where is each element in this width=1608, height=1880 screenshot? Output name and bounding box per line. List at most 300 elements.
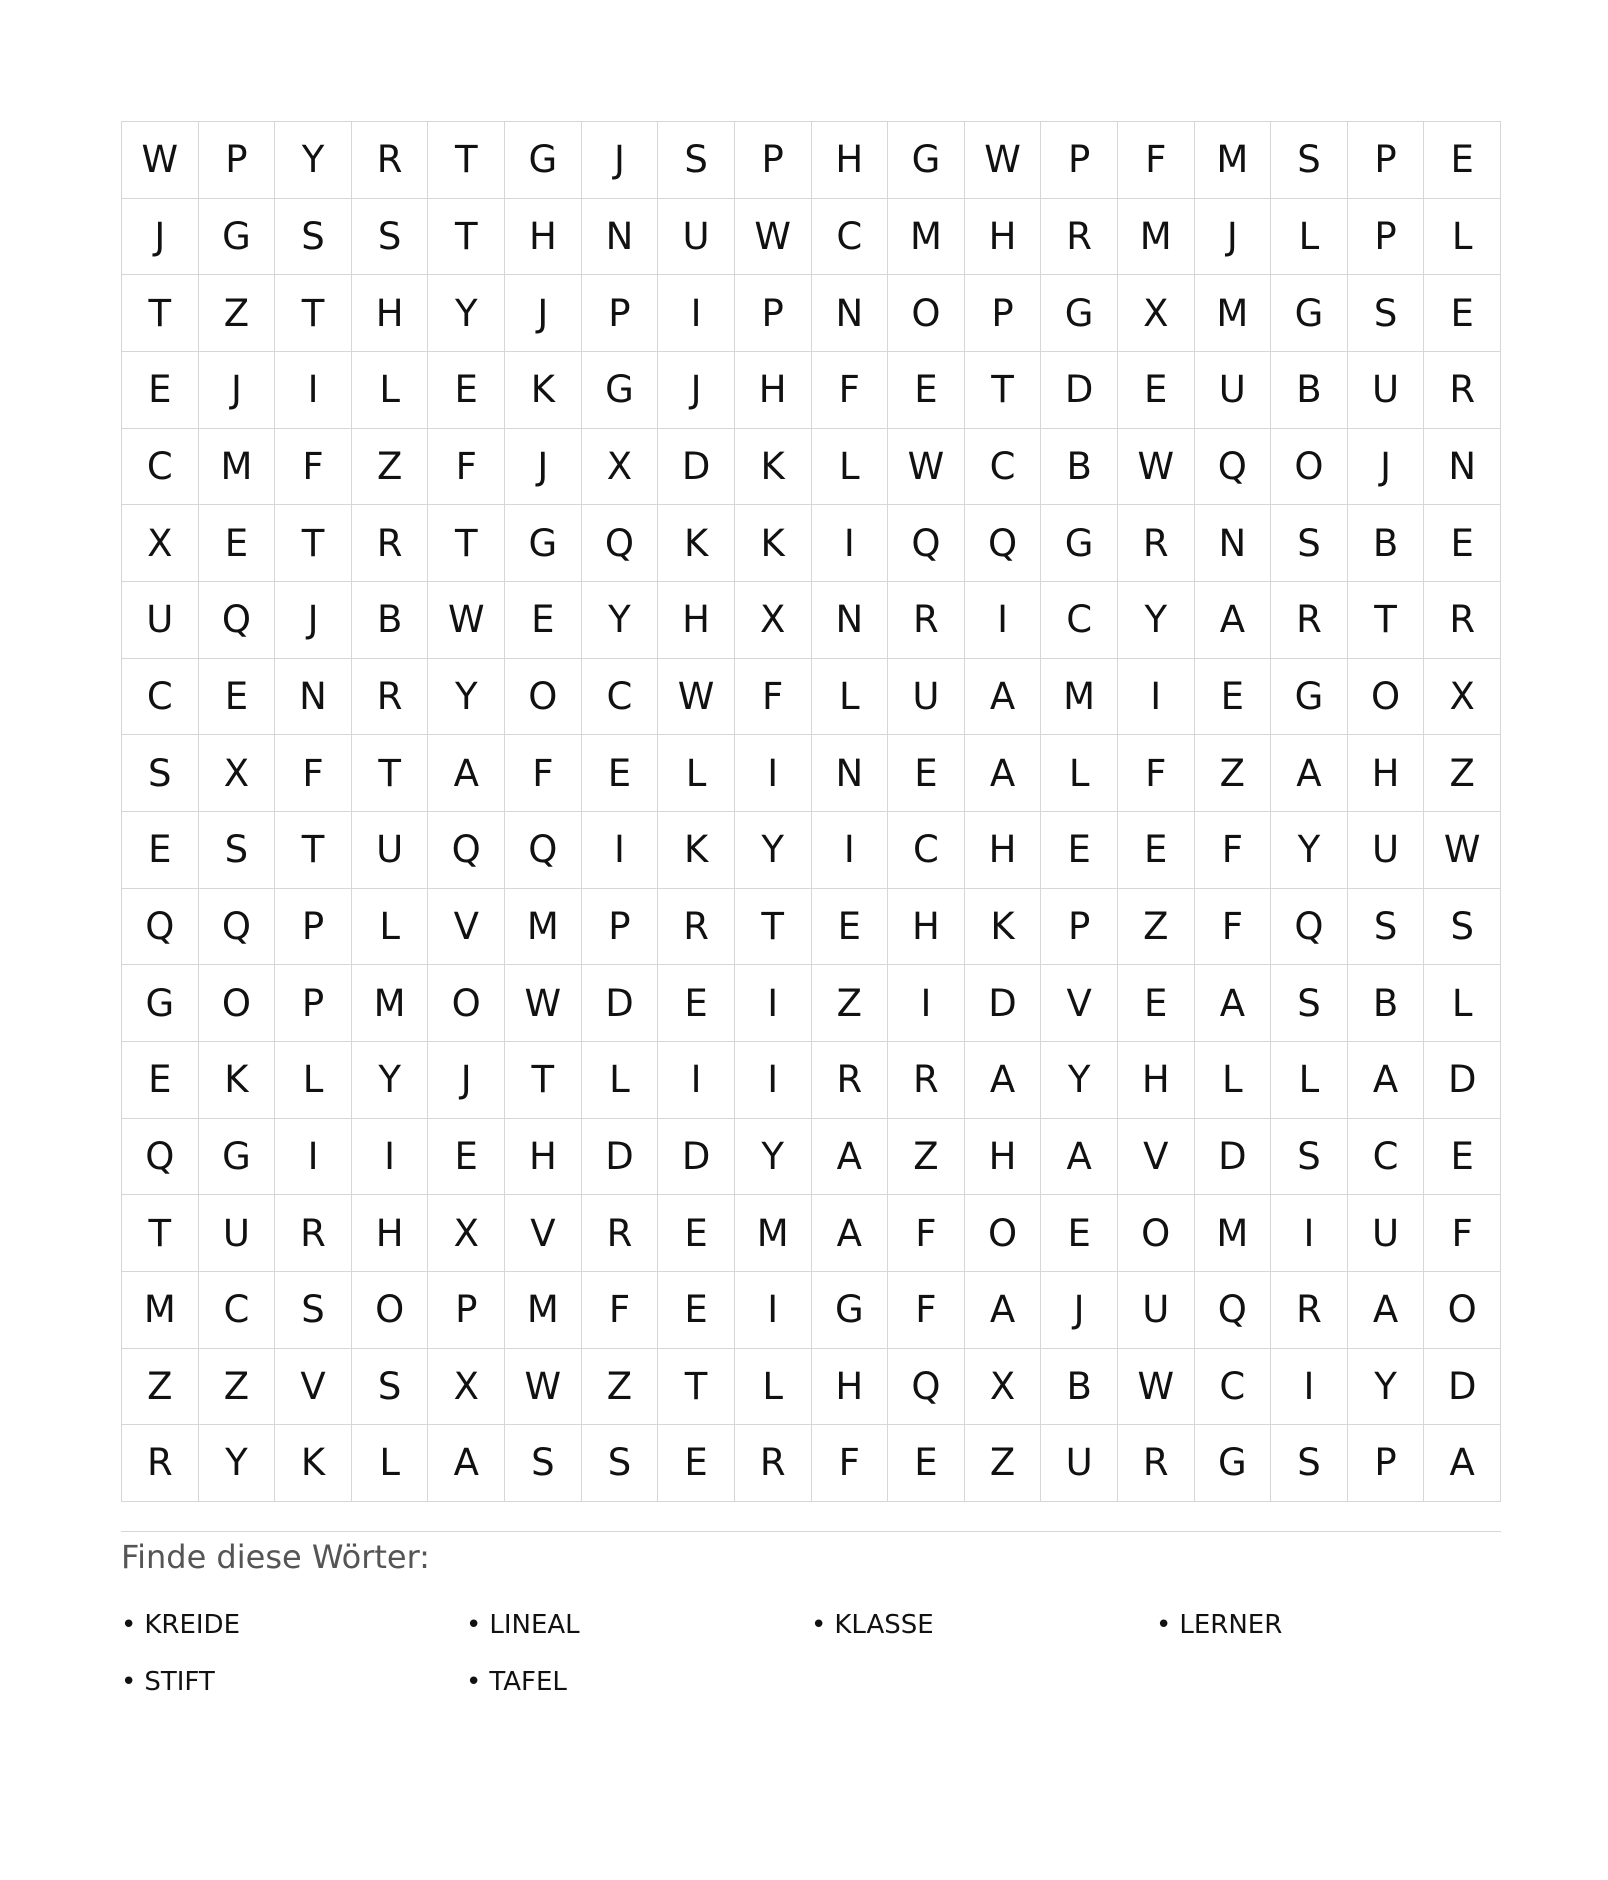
grid-cell[interactable]: U: [122, 582, 199, 659]
grid-cell[interactable]: I: [812, 812, 889, 889]
grid-cell[interactable]: K: [735, 429, 812, 506]
grid-cell[interactable]: B: [1041, 1349, 1118, 1426]
grid-cell[interactable]: W: [505, 965, 582, 1042]
grid-cell[interactable]: P: [1348, 199, 1425, 276]
grid-cell[interactable]: B: [1271, 352, 1348, 429]
grid-cell[interactable]: L: [275, 1042, 352, 1119]
grid-cell[interactable]: O: [888, 275, 965, 352]
grid-cell[interactable]: X: [428, 1349, 505, 1426]
grid-cell[interactable]: E: [428, 1119, 505, 1196]
grid-cell[interactable]: Q: [1271, 889, 1348, 966]
grid-cell[interactable]: C: [122, 429, 199, 506]
grid-cell[interactable]: H: [735, 352, 812, 429]
grid-cell[interactable]: I: [965, 582, 1042, 659]
grid-cell[interactable]: F: [275, 735, 352, 812]
grid-cell[interactable]: X: [735, 582, 812, 659]
grid-cell[interactable]: D: [582, 965, 659, 1042]
grid-cell[interactable]: X: [428, 1195, 505, 1272]
grid-cell[interactable]: S: [1348, 889, 1425, 966]
grid-cell[interactable]: S: [582, 1425, 659, 1502]
grid-cell[interactable]: X: [582, 429, 659, 506]
grid-cell[interactable]: A: [812, 1119, 889, 1196]
grid-cell[interactable]: C: [1348, 1119, 1425, 1196]
grid-cell[interactable]: Y: [352, 1042, 429, 1119]
grid-cell[interactable]: C: [888, 812, 965, 889]
grid-cell[interactable]: E: [1118, 965, 1195, 1042]
grid-cell[interactable]: Y: [428, 275, 505, 352]
grid-cell[interactable]: B: [1348, 505, 1425, 582]
grid-cell[interactable]: A: [1348, 1272, 1425, 1349]
grid-cell[interactable]: L: [812, 659, 889, 736]
grid-cell[interactable]: J: [1041, 1272, 1118, 1349]
grid-cell[interactable]: S: [122, 735, 199, 812]
grid-cell[interactable]: K: [965, 889, 1042, 966]
grid-cell[interactable]: P: [1348, 122, 1425, 199]
grid-cell[interactable]: H: [505, 1119, 582, 1196]
grid-cell[interactable]: T: [505, 1042, 582, 1119]
grid-cell[interactable]: T: [275, 812, 352, 889]
grid-cell[interactable]: A: [1271, 735, 1348, 812]
grid-cell[interactable]: E: [122, 812, 199, 889]
grid-cell[interactable]: T: [122, 275, 199, 352]
grid-cell[interactable]: H: [1118, 1042, 1195, 1119]
grid-cell[interactable]: Z: [1118, 889, 1195, 966]
grid-cell[interactable]: W: [965, 122, 1042, 199]
grid-cell[interactable]: H: [352, 1195, 429, 1272]
grid-cell[interactable]: L: [812, 429, 889, 506]
grid-cell[interactable]: U: [1195, 352, 1272, 429]
grid-cell[interactable]: Z: [1195, 735, 1272, 812]
grid-cell[interactable]: E: [658, 965, 735, 1042]
grid-cell[interactable]: Q: [122, 1119, 199, 1196]
grid-cell[interactable]: R: [1118, 1425, 1195, 1502]
grid-cell[interactable]: D: [965, 965, 1042, 1042]
grid-cell[interactable]: Q: [199, 582, 276, 659]
grid-cell[interactable]: M: [888, 199, 965, 276]
grid-cell[interactable]: Z: [199, 275, 276, 352]
grid-cell[interactable]: I: [735, 965, 812, 1042]
grid-cell[interactable]: L: [1041, 735, 1118, 812]
grid-cell[interactable]: P: [428, 1272, 505, 1349]
grid-cell[interactable]: E: [888, 735, 965, 812]
grid-cell[interactable]: U: [1348, 1195, 1425, 1272]
grid-cell[interactable]: R: [1271, 1272, 1348, 1349]
grid-cell[interactable]: Y: [1271, 812, 1348, 889]
grid-cell[interactable]: F: [735, 659, 812, 736]
grid-cell[interactable]: P: [1348, 1425, 1425, 1502]
grid-cell[interactable]: O: [1118, 1195, 1195, 1272]
grid-cell[interactable]: J: [122, 199, 199, 276]
grid-cell[interactable]: T: [735, 889, 812, 966]
grid-cell[interactable]: T: [965, 352, 1042, 429]
grid-cell[interactable]: G: [888, 122, 965, 199]
grid-cell[interactable]: Y: [428, 659, 505, 736]
grid-cell[interactable]: F: [812, 1425, 889, 1502]
grid-cell[interactable]: I: [658, 1042, 735, 1119]
grid-cell[interactable]: P: [965, 275, 1042, 352]
grid-cell[interactable]: S: [275, 199, 352, 276]
grid-cell[interactable]: F: [1118, 735, 1195, 812]
grid-cell[interactable]: U: [1118, 1272, 1195, 1349]
grid-cell[interactable]: E: [122, 1042, 199, 1119]
grid-cell[interactable]: E: [505, 582, 582, 659]
grid-cell[interactable]: T: [122, 1195, 199, 1272]
grid-cell[interactable]: G: [199, 199, 276, 276]
grid-cell[interactable]: M: [505, 1272, 582, 1349]
grid-cell[interactable]: T: [1348, 582, 1425, 659]
grid-cell[interactable]: R: [888, 1042, 965, 1119]
grid-cell[interactable]: Y: [735, 812, 812, 889]
grid-cell[interactable]: Q: [888, 1349, 965, 1426]
grid-cell[interactable]: S: [658, 122, 735, 199]
grid-cell[interactable]: G: [122, 965, 199, 1042]
grid-cell[interactable]: M: [1195, 1195, 1272, 1272]
grid-cell[interactable]: I: [735, 735, 812, 812]
grid-cell[interactable]: A: [1424, 1425, 1501, 1502]
grid-cell[interactable]: E: [1118, 812, 1195, 889]
grid-cell[interactable]: R: [735, 1425, 812, 1502]
grid-cell[interactable]: S: [1424, 889, 1501, 966]
grid-cell[interactable]: C: [122, 659, 199, 736]
grid-cell[interactable]: R: [582, 1195, 659, 1272]
grid-cell[interactable]: A: [1195, 965, 1272, 1042]
grid-cell[interactable]: C: [812, 199, 889, 276]
grid-cell[interactable]: C: [1195, 1349, 1272, 1426]
grid-cell[interactable]: F: [428, 429, 505, 506]
grid-cell[interactable]: Z: [122, 1349, 199, 1426]
grid-cell[interactable]: U: [199, 1195, 276, 1272]
grid-cell[interactable]: S: [1348, 275, 1425, 352]
grid-cell[interactable]: H: [965, 1119, 1042, 1196]
grid-cell[interactable]: A: [1041, 1119, 1118, 1196]
grid-cell[interactable]: N: [1195, 505, 1272, 582]
grid-cell[interactable]: Q: [199, 889, 276, 966]
grid-cell[interactable]: E: [658, 1195, 735, 1272]
grid-cell[interactable]: R: [888, 582, 965, 659]
grid-cell[interactable]: W: [1118, 429, 1195, 506]
grid-cell[interactable]: T: [428, 199, 505, 276]
grid-cell[interactable]: J: [505, 275, 582, 352]
grid-cell[interactable]: D: [1195, 1119, 1272, 1196]
grid-cell[interactable]: D: [658, 1119, 735, 1196]
grid-cell[interactable]: B: [352, 582, 429, 659]
grid-cell[interactable]: I: [735, 1042, 812, 1119]
grid-cell[interactable]: M: [505, 889, 582, 966]
grid-cell[interactable]: F: [505, 735, 582, 812]
grid-cell[interactable]: N: [812, 582, 889, 659]
grid-cell[interactable]: X: [122, 505, 199, 582]
grid-cell[interactable]: S: [505, 1425, 582, 1502]
grid-cell[interactable]: O: [1424, 1272, 1501, 1349]
grid-cell[interactable]: E: [1424, 1119, 1501, 1196]
grid-cell[interactable]: A: [965, 659, 1042, 736]
grid-cell[interactable]: Q: [1195, 429, 1272, 506]
grid-cell[interactable]: K: [275, 1425, 352, 1502]
grid-cell[interactable]: L: [1195, 1042, 1272, 1119]
grid-cell[interactable]: Q: [582, 505, 659, 582]
grid-cell[interactable]: N: [812, 735, 889, 812]
grid-cell[interactable]: Z: [1424, 735, 1501, 812]
grid-cell[interactable]: Z: [582, 1349, 659, 1426]
grid-cell[interactable]: M: [122, 1272, 199, 1349]
grid-cell[interactable]: Z: [352, 429, 429, 506]
grid-cell[interactable]: E: [1118, 352, 1195, 429]
grid-cell[interactable]: T: [428, 122, 505, 199]
grid-cell[interactable]: S: [1271, 1425, 1348, 1502]
grid-cell[interactable]: O: [505, 659, 582, 736]
grid-cell[interactable]: R: [352, 505, 429, 582]
grid-cell[interactable]: L: [352, 352, 429, 429]
grid-cell[interactable]: Y: [1041, 1042, 1118, 1119]
grid-cell[interactable]: W: [1424, 812, 1501, 889]
grid-cell[interactable]: M: [352, 965, 429, 1042]
grid-cell[interactable]: E: [199, 505, 276, 582]
grid-cell[interactable]: M: [735, 1195, 812, 1272]
grid-cell[interactable]: P: [735, 275, 812, 352]
grid-cell[interactable]: P: [735, 122, 812, 199]
grid-cell[interactable]: E: [1424, 122, 1501, 199]
grid-cell[interactable]: A: [1195, 582, 1272, 659]
grid-cell[interactable]: R: [1118, 505, 1195, 582]
grid-cell[interactable]: B: [1348, 965, 1425, 1042]
grid-cell[interactable]: Z: [888, 1119, 965, 1196]
grid-cell[interactable]: O: [1348, 659, 1425, 736]
grid-cell[interactable]: R: [1424, 352, 1501, 429]
grid-cell[interactable]: U: [888, 659, 965, 736]
grid-cell[interactable]: G: [1195, 1425, 1272, 1502]
grid-cell[interactable]: P: [1041, 122, 1118, 199]
grid-cell[interactable]: G: [1271, 659, 1348, 736]
grid-cell[interactable]: E: [582, 735, 659, 812]
grid-cell[interactable]: J: [428, 1042, 505, 1119]
grid-cell[interactable]: F: [888, 1195, 965, 1272]
grid-cell[interactable]: P: [199, 122, 276, 199]
grid-cell[interactable]: M: [1195, 122, 1272, 199]
grid-cell[interactable]: Y: [1348, 1349, 1425, 1426]
grid-cell[interactable]: J: [1195, 199, 1272, 276]
grid-cell[interactable]: H: [1348, 735, 1425, 812]
grid-cell[interactable]: H: [965, 812, 1042, 889]
grid-cell[interactable]: H: [812, 1349, 889, 1426]
grid-cell[interactable]: F: [812, 352, 889, 429]
grid-cell[interactable]: P: [1041, 889, 1118, 966]
grid-cell[interactable]: G: [505, 122, 582, 199]
grid-cell[interactable]: R: [275, 1195, 352, 1272]
grid-cell[interactable]: U: [1041, 1425, 1118, 1502]
grid-cell[interactable]: Y: [275, 122, 352, 199]
grid-cell[interactable]: N: [275, 659, 352, 736]
grid-cell[interactable]: P: [582, 889, 659, 966]
grid-cell[interactable]: L: [658, 735, 735, 812]
grid-cell[interactable]: N: [582, 199, 659, 276]
grid-cell[interactable]: K: [735, 505, 812, 582]
grid-cell[interactable]: H: [812, 122, 889, 199]
grid-cell[interactable]: K: [199, 1042, 276, 1119]
grid-cell[interactable]: E: [888, 1425, 965, 1502]
grid-cell[interactable]: T: [352, 735, 429, 812]
grid-cell[interactable]: J: [582, 122, 659, 199]
grid-cell[interactable]: D: [1041, 352, 1118, 429]
grid-cell[interactable]: U: [352, 812, 429, 889]
grid-cell[interactable]: P: [582, 275, 659, 352]
grid-cell[interactable]: A: [1348, 1042, 1425, 1119]
grid-cell[interactable]: G: [812, 1272, 889, 1349]
grid-cell[interactable]: H: [888, 889, 965, 966]
grid-cell[interactable]: F: [1118, 122, 1195, 199]
grid-cell[interactable]: W: [735, 199, 812, 276]
grid-cell[interactable]: F: [1195, 812, 1272, 889]
grid-cell[interactable]: M: [1118, 199, 1195, 276]
grid-cell[interactable]: E: [199, 659, 276, 736]
grid-cell[interactable]: Z: [812, 965, 889, 1042]
grid-cell[interactable]: O: [965, 1195, 1042, 1272]
grid-cell[interactable]: X: [199, 735, 276, 812]
grid-cell[interactable]: H: [505, 199, 582, 276]
grid-cell[interactable]: U: [1348, 812, 1425, 889]
grid-cell[interactable]: L: [1271, 199, 1348, 276]
grid-cell[interactable]: L: [352, 1425, 429, 1502]
grid-cell[interactable]: R: [122, 1425, 199, 1502]
grid-cell[interactable]: S: [1271, 122, 1348, 199]
grid-cell[interactable]: J: [505, 429, 582, 506]
grid-cell[interactable]: E: [428, 352, 505, 429]
grid-cell[interactable]: R: [352, 659, 429, 736]
grid-cell[interactable]: I: [812, 505, 889, 582]
grid-cell[interactable]: O: [199, 965, 276, 1042]
grid-cell[interactable]: U: [1348, 352, 1425, 429]
grid-cell[interactable]: L: [352, 889, 429, 966]
grid-cell[interactable]: K: [658, 812, 735, 889]
grid-cell[interactable]: O: [428, 965, 505, 1042]
grid-cell[interactable]: S: [1271, 965, 1348, 1042]
grid-cell[interactable]: Y: [582, 582, 659, 659]
grid-cell[interactable]: L: [1271, 1042, 1348, 1119]
grid-cell[interactable]: O: [1271, 429, 1348, 506]
grid-cell[interactable]: N: [1424, 429, 1501, 506]
grid-cell[interactable]: L: [1424, 199, 1501, 276]
grid-cell[interactable]: W: [888, 429, 965, 506]
grid-cell[interactable]: Z: [965, 1425, 1042, 1502]
grid-cell[interactable]: R: [1271, 582, 1348, 659]
grid-cell[interactable]: E: [1041, 812, 1118, 889]
grid-cell[interactable]: S: [352, 1349, 429, 1426]
grid-cell[interactable]: C: [965, 429, 1042, 506]
grid-cell[interactable]: D: [658, 429, 735, 506]
grid-cell[interactable]: X: [1424, 659, 1501, 736]
grid-cell[interactable]: S: [352, 199, 429, 276]
grid-cell[interactable]: I: [1271, 1349, 1348, 1426]
grid-cell[interactable]: I: [658, 275, 735, 352]
grid-cell[interactable]: W: [505, 1349, 582, 1426]
grid-cell[interactable]: I: [888, 965, 965, 1042]
grid-cell[interactable]: G: [1041, 275, 1118, 352]
grid-cell[interactable]: A: [965, 1272, 1042, 1349]
grid-cell[interactable]: H: [658, 582, 735, 659]
grid-cell[interactable]: E: [1041, 1195, 1118, 1272]
grid-cell[interactable]: S: [275, 1272, 352, 1349]
grid-cell[interactable]: M: [199, 429, 276, 506]
grid-cell[interactable]: I: [275, 1119, 352, 1196]
grid-cell[interactable]: F: [888, 1272, 965, 1349]
grid-cell[interactable]: R: [352, 122, 429, 199]
grid-cell[interactable]: Y: [199, 1425, 276, 1502]
grid-cell[interactable]: C: [1041, 582, 1118, 659]
grid-cell[interactable]: R: [812, 1042, 889, 1119]
grid-cell[interactable]: V: [1041, 965, 1118, 1042]
grid-cell[interactable]: G: [1041, 505, 1118, 582]
grid-cell[interactable]: Q: [888, 505, 965, 582]
grid-cell[interactable]: N: [812, 275, 889, 352]
grid-cell[interactable]: Z: [199, 1349, 276, 1426]
grid-cell[interactable]: Q: [965, 505, 1042, 582]
grid-cell[interactable]: R: [1424, 582, 1501, 659]
grid-cell[interactable]: Y: [1118, 582, 1195, 659]
grid-cell[interactable]: A: [965, 1042, 1042, 1119]
grid-cell[interactable]: G: [582, 352, 659, 429]
grid-cell[interactable]: S: [199, 812, 276, 889]
grid-cell[interactable]: F: [1424, 1195, 1501, 1272]
grid-cell[interactable]: J: [199, 352, 276, 429]
grid-cell[interactable]: G: [199, 1119, 276, 1196]
grid-cell[interactable]: X: [965, 1349, 1042, 1426]
grid-cell[interactable]: U: [658, 199, 735, 276]
grid-cell[interactable]: P: [275, 889, 352, 966]
grid-cell[interactable]: O: [352, 1272, 429, 1349]
grid-cell[interactable]: I: [1271, 1195, 1348, 1272]
grid-cell[interactable]: W: [658, 659, 735, 736]
grid-cell[interactable]: P: [275, 965, 352, 1042]
grid-cell[interactable]: I: [735, 1272, 812, 1349]
grid-cell[interactable]: A: [812, 1195, 889, 1272]
grid-cell[interactable]: V: [275, 1349, 352, 1426]
grid-cell[interactable]: E: [1195, 659, 1272, 736]
grid-cell[interactable]: E: [1424, 275, 1501, 352]
grid-cell[interactable]: V: [1118, 1119, 1195, 1196]
grid-cell[interactable]: T: [658, 1349, 735, 1426]
grid-cell[interactable]: K: [658, 505, 735, 582]
grid-cell[interactable]: S: [1271, 505, 1348, 582]
grid-cell[interactable]: A: [428, 1425, 505, 1502]
grid-cell[interactable]: F: [582, 1272, 659, 1349]
grid-cell[interactable]: E: [888, 352, 965, 429]
grid-cell[interactable]: M: [1195, 275, 1272, 352]
grid-cell[interactable]: H: [352, 275, 429, 352]
grid-cell[interactable]: E: [658, 1425, 735, 1502]
grid-cell[interactable]: H: [965, 199, 1042, 276]
grid-cell[interactable]: Y: [735, 1119, 812, 1196]
grid-cell[interactable]: T: [275, 505, 352, 582]
grid-cell[interactable]: Q: [428, 812, 505, 889]
grid-cell[interactable]: Q: [1195, 1272, 1272, 1349]
grid-cell[interactable]: C: [582, 659, 659, 736]
grid-cell[interactable]: B: [1041, 429, 1118, 506]
grid-cell[interactable]: W: [122, 122, 199, 199]
grid-cell[interactable]: L: [735, 1349, 812, 1426]
grid-cell[interactable]: V: [505, 1195, 582, 1272]
grid-cell[interactable]: M: [1041, 659, 1118, 736]
grid-cell[interactable]: J: [275, 582, 352, 659]
grid-cell[interactable]: T: [428, 505, 505, 582]
grid-cell[interactable]: D: [582, 1119, 659, 1196]
grid-cell[interactable]: I: [1118, 659, 1195, 736]
grid-cell[interactable]: D: [1424, 1042, 1501, 1119]
grid-cell[interactable]: E: [812, 889, 889, 966]
grid-cell[interactable]: S: [1271, 1119, 1348, 1196]
grid-cell[interactable]: I: [352, 1119, 429, 1196]
grid-cell[interactable]: D: [1424, 1349, 1501, 1426]
grid-cell[interactable]: G: [1271, 275, 1348, 352]
grid-cell[interactable]: Q: [505, 812, 582, 889]
